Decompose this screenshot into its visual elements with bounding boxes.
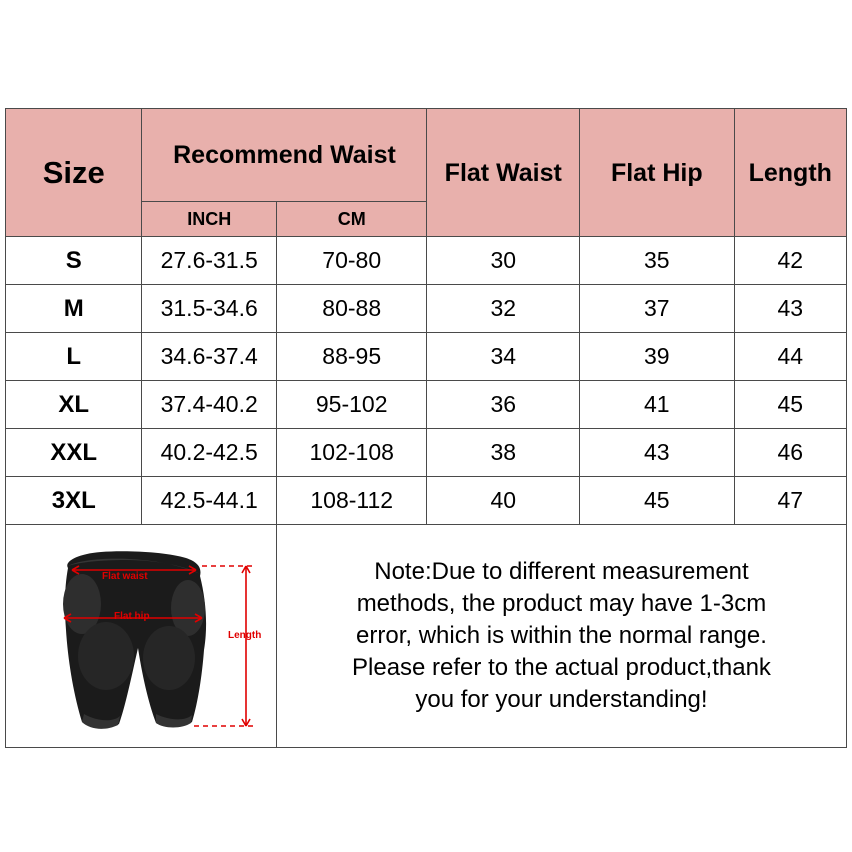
cell-waist-inch: 42.5-44.1 [142,477,276,525]
cell-flat-waist: 34 [427,333,580,381]
cell-length: 44 [734,333,846,381]
cell-waist-inch: 34.6-37.4 [142,333,276,381]
cell-waist-inch: 37.4-40.2 [142,381,276,429]
cell-size: 3XL [6,477,142,525]
cell-waist-inch: 27.6-31.5 [142,237,276,285]
figure-label-flat-waist: Flat waist [102,571,148,582]
note-line-1: Note:Due to different measurement [374,558,749,586]
cell-flat-hip: 35 [580,237,735,285]
unit-recommend-waist-inch: INCH [142,202,276,237]
cell-length: 45 [734,381,846,429]
cell-size: XXL [6,429,142,477]
cell-length: 42 [734,237,846,285]
note-line-5: you for your understanding! [415,685,708,713]
header-size: Size [6,109,142,237]
cell-flat-hip: 45 [580,477,735,525]
table-row [6,333,847,381]
header-recommend-waist: Recommend Waist [142,109,427,202]
cell-flat-hip: 41 [580,381,735,429]
cell-flat-waist: 30 [427,237,580,285]
table-row [6,285,847,333]
garment-figure [6,526,276,746]
note-line-4: Please refer to the actual product,thank [352,653,771,681]
unit-recommend-waist-cm: CM [276,202,427,237]
cell-size: XL [6,381,142,429]
cell-flat-waist: 36 [427,381,580,429]
cell-length: 47 [734,477,846,525]
cell-waist-cm: 95-102 [276,381,427,429]
table-row [6,429,847,477]
cell-length: 43 [734,285,846,333]
cell-size: S [6,237,142,285]
header-flat-hip: Flat Hip [580,109,735,237]
table-footer-row [6,525,847,748]
size-chart-container [5,108,847,748]
cell-waist-cm: 108-112 [276,477,427,525]
cell-waist-cm: 80-88 [276,285,427,333]
cell-flat-waist: 32 [427,285,580,333]
cell-size: M [6,285,142,333]
size-chart-table [5,108,847,748]
cell-flat-hip: 43 [580,429,735,477]
note-line-3: error, which is within the normal range. [356,622,767,650]
header-flat-waist: Flat Waist [427,109,580,237]
garment-figure-cell [6,525,277,748]
cell-flat-hip: 39 [580,333,735,381]
cell-waist-inch: 31.5-34.6 [142,285,276,333]
cell-waist-cm: 102-108 [276,429,427,477]
figure-label-length: Length [228,630,262,641]
figure-label-flat-hip: Flat hip [114,611,150,622]
table-row [6,381,847,429]
table-header-row [6,109,847,202]
cell-flat-hip: 37 [580,285,735,333]
cell-length: 46 [734,429,846,477]
cell-flat-waist: 40 [427,477,580,525]
cell-waist-inch: 40.2-42.5 [142,429,276,477]
header-length: Length [734,109,846,237]
cell-waist-cm: 70-80 [276,237,427,285]
cell-flat-waist: 38 [427,429,580,477]
table-row [6,237,847,285]
note-line-2: methods, the product may have 1-3cm [356,590,767,618]
table-row [6,477,847,525]
cell-waist-cm: 88-95 [276,333,427,381]
cell-size: L [6,333,142,381]
measurement-note [276,525,846,748]
